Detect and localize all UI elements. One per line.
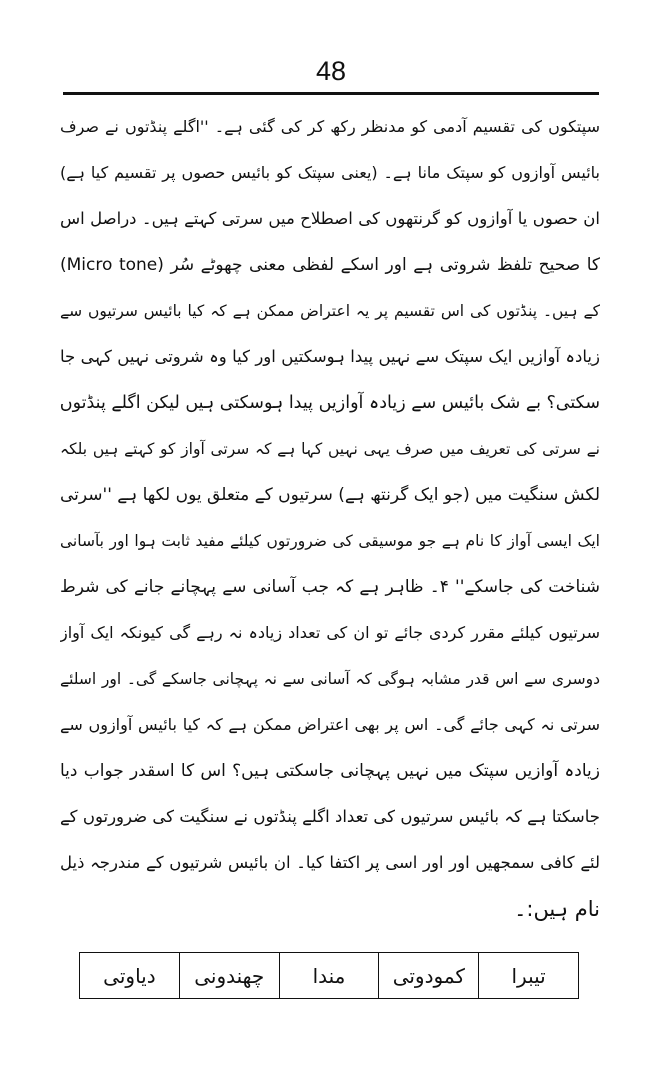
text-line: بائیس آوازوں کو سپتک مانا ہے۔ (یعنی سپتک کو بائیس حصوں پر تقسیم کیا ہے) [60, 163, 600, 182]
text-line: سپتکوں کی تقسیم آدمی کو مدنظر رکھ کر کی گئی ہے۔ ''اگلے پنڈتوں نے صرف [60, 117, 600, 136]
shruti-names-table [79, 952, 579, 999]
header-rule [63, 92, 599, 95]
text-line: سرتیوں کیلئے مقرر کردی جائے تو ان کی تعداد زیادہ نہ رہے گی کیونکہ ایک آواز [60, 623, 600, 642]
text-line: ان حصوں یا آوازوں کو گرنتھوں کی اصطلاح میں سرتی کہتے ہیں۔ دراصل اس [60, 209, 600, 228]
text-line: نے سرتی کی تعریف میں صرف یہی نہیں کہا ہے کہ سرتی آواز کو کہتے ہیں بلکہ [60, 440, 600, 458]
text-line: شناخت کی جاسکے'' ۴۔ ظاہر ہے کہ جب آسانی سے پہچانے جانے کی شرط [60, 577, 600, 597]
text-line: زیادہ آوازیں سپتک میں نہیں پہچانی جاسکتی ہیں؟ اس کا اسقدر جواب دیا [60, 761, 600, 781]
table-cell: تیبرا [479, 953, 579, 999]
text-line: نام ہیں:۔ [514, 897, 600, 921]
text-line: کا صحیح تلفظ شروتی ہے اور اسکے لفظی معنی چھوٹے سُر (Micro tone) [60, 255, 600, 275]
table-cell: چھندونی [179, 953, 279, 999]
text-line: دوسری سے اس قدر مشابہ ہوگی کہ آسانی سے نہ پہچانی جاسکے گی۔ اور اسلئے [60, 670, 600, 688]
table-cell: کمودوتی [379, 953, 479, 999]
body-text [60, 104, 600, 932]
text-line: سرتی نہ کہی جائے گی۔ اس پر بھی اعتراض ممکن ہے کہ کیا بائیس آوازوں سے [60, 715, 600, 734]
text-line: لکش سنگیت میں (جو ایک گرنتھ ہے) سرتیوں کے متعلق یوں لکھا ہے ''سرتی [60, 485, 600, 505]
text-line: زیادہ آوازیں ایک سپتک سے نہیں پیدا ہوسکتیں اور کیا وہ شروتی نہیں کہی جا [60, 347, 600, 366]
text-line: کے ہیں۔ پنڈتوں کی اس تقسیم پر یہ اعتراض ممکن ہے کہ کیا بائیس سرتیوں سے [60, 302, 600, 320]
table-row [80, 953, 579, 999]
text-line: جاسکتا ہے کہ بائیس سرتیوں کی تعداد اگلے پنڈتوں نے سنگیت کی ضرورتوں کے [60, 807, 600, 826]
table-cell: مندا [279, 953, 379, 999]
text-line: لئے کافی سمجھیں اور اور اسی پر اکتفا کیا۔ ان بائیس شرتیوں کے مندرجہ ذیل [60, 853, 600, 872]
page-number: 48 [315, 56, 347, 86]
text-line: سکتی؟ بے شک بائیس سے زیادہ آوازیں پیدا ہوسکتی ہیں لیکن اگلے پنڈتوں [60, 393, 600, 413]
table-cell: دیاوتی [80, 953, 180, 999]
text-line: ایک ایسی آواز کا نام ہے جو موسیقی کی ضرورتوں کیلئے مفید ثابت ہوا اور بآسانی [60, 532, 600, 550]
